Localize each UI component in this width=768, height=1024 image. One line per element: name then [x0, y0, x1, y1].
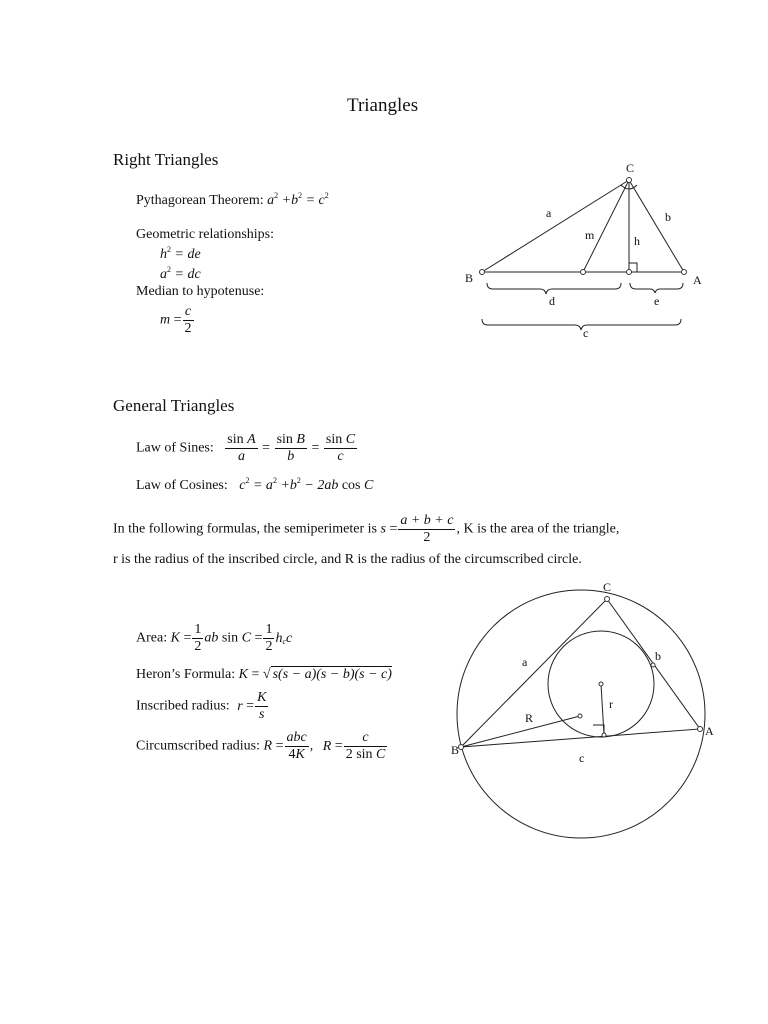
inradius-r-label: r	[609, 697, 613, 711]
inscribed-radius-formula: Inscribed radius: r = $\frac{K}{s}$	[136, 690, 267, 722]
heron-label: Heron’s Formula:	[136, 667, 236, 682]
side-c-label: c	[579, 751, 585, 765]
pythagorean-formula: Pythagorean Theorem: $a^2 +b^2 = c^2$	[136, 191, 329, 208]
brace-c	[482, 319, 681, 330]
height-h-label: h	[634, 234, 640, 248]
side-a-label: a	[522, 655, 528, 669]
area-label: Area:	[136, 630, 168, 646]
vertex-a-label: A	[693, 273, 702, 287]
segment-e-label: e	[654, 294, 660, 308]
inscribed-label: Inscribed radius:	[136, 698, 230, 714]
circumradius-r-label: R	[525, 711, 534, 725]
leg-a-line	[482, 180, 629, 272]
vertex-a-label: A	[705, 724, 714, 738]
brace-d	[487, 283, 621, 294]
side-b-label: b	[665, 210, 671, 224]
vertex-c-label: C	[603, 580, 612, 594]
general-triangles-heading: General Triangles	[113, 396, 235, 415]
vertex-c-label: C	[626, 161, 635, 175]
pythagorean-label: Pythagorean Theorem:	[136, 193, 264, 208]
segment-d-label: d	[549, 294, 555, 308]
intro-text-2: , K is the area of the triangle,	[456, 521, 620, 537]
circle-triangle-figure	[448, 578, 728, 848]
side-a-label: a	[546, 206, 552, 220]
geometric-formula-h: $h^2$ = de	[160, 245, 201, 262]
leg-b-line	[629, 180, 684, 272]
vertex-b-label: B	[451, 743, 460, 757]
vertex-b-label: B	[465, 271, 474, 285]
median-formula: m = $\frac{c}{2}$	[160, 304, 192, 336]
median-m-label: m	[585, 228, 595, 242]
law-of-sines-label: Law of Sines:	[136, 440, 214, 456]
intro-text-1: In the following formulas, the semiperimeter is	[113, 521, 377, 537]
median-label: Median to hypotenuse:	[136, 284, 265, 299]
intro-text-3: r is the radius of the inscribed circle, and R is the radius of the circumscribed circle.	[113, 552, 582, 567]
law-of-sines: Law of Sines: $\frac{\text{sin A}}{a}$ = $\frac{\text{sin B}}{b}$ = $\frac{\text{sin C}}{c}$	[136, 432, 356, 464]
right-triangles-heading: Right Triangles	[113, 150, 219, 169]
semiperimeter-sentence: In the following formulas, the semiperimeter is s = $\frac{a + b + c}{2}$ , K is the area of the triangle,	[113, 513, 620, 545]
right-triangle-figure	[455, 155, 715, 345]
brace-e	[630, 283, 683, 293]
law-of-cosines: Law of Cosines: $c^2 = a^2 +b^2 - 2ab$ cos C	[136, 476, 374, 493]
segment-c-label: c	[583, 326, 589, 340]
law-of-cosines-label: Law of Cosines:	[136, 478, 228, 493]
heron-formula: Heron’s Formula: K = √ s(s − a)(s − b)(s − c)	[136, 667, 392, 682]
geometric-formula-a: $a^2$ = dc	[160, 265, 201, 282]
triangle-outline	[461, 599, 700, 747]
area-formula: Area: K = $\frac{1}{2}$ ab sin C = $\frac{1}{2}$ $h_cc$	[136, 622, 293, 654]
median-line	[583, 180, 629, 272]
circumscribed-label: Circumscribed radius:	[136, 738, 261, 754]
side-b-label: b	[655, 649, 661, 663]
circumscribed-radius-formula: Circumscribed radius: R = $\frac{\text{abc}}{4K}$ , R = $\frac{c}{\text{2 sin C}}$	[136, 730, 386, 762]
geometric-label: Geometric relationships:	[136, 227, 275, 242]
page-title: Triangles	[347, 95, 419, 116]
